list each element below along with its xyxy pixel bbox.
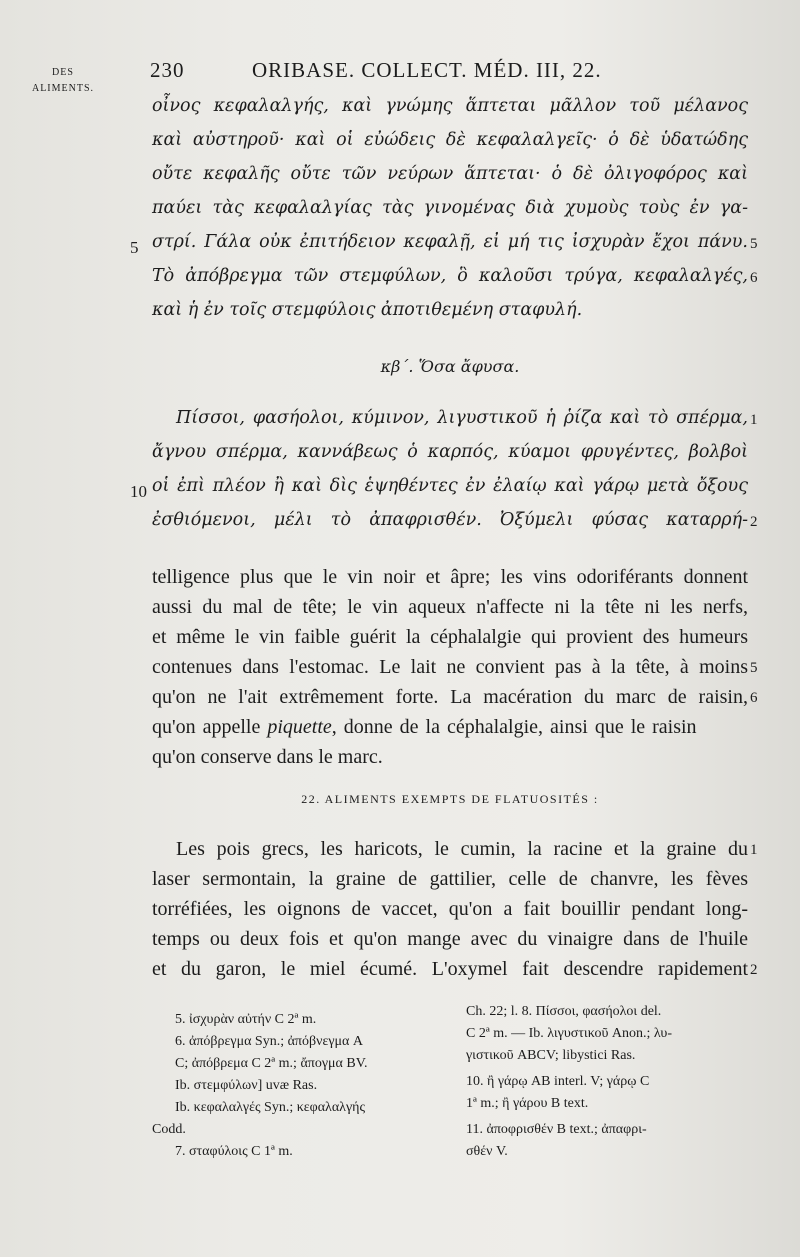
greek-line: στρί. Γάλα οὐκ ἐπιτήδειον κεφαλῇ, εἰ μή τις ἰσχυρὰν ἔχοι πάνυ. <box>152 232 748 252</box>
footnote-line: 1ª m.; ἢ γάρου B text. <box>466 1096 589 1111</box>
footnote-line: Ib. κεφαλαλγές Syn.; κεφαλαλγής <box>175 1100 366 1115</box>
french-line: telligence plus que le vin noir et âpre; les vins odoriférants donnent <box>152 566 748 588</box>
footnote-line: C; ἀπόβρεμα C 2ª m.; ἄπογμα BV. <box>175 1056 368 1071</box>
footnote-line: γιστικοῦ ABCV; libystici Ras. <box>466 1048 636 1063</box>
french-line: contenues dans l'estomac. Le lait ne convient pas à la tête, à moins <box>152 656 748 678</box>
margin-note-line2: ALIMENTS. <box>31 83 95 94</box>
footnote-line: 5. ἰσχυρὰν αὐτήν C 2ª m. <box>175 1012 317 1027</box>
line-number: 6 <box>750 270 758 286</box>
line-number: 2 <box>750 514 758 530</box>
french-text: qu'on appelle <box>152 716 268 738</box>
french-line: et même le vin faible guérit la céphalalgie qui provient des humeurs <box>152 626 748 648</box>
greek-line: Πίσσοι, φασήολοι, κύμινον, λιγυστικοῦ ἡ ῥίζα καὶ τὸ σπέρμα, <box>176 408 748 428</box>
french-line: torréfiées, les oignons de vaccet, qu'on a fait bouillir pendant long- <box>152 898 748 920</box>
greek-line: παύει τὰς κεφαλαλγίας τὰς γινομένας διὰ χυμοὺς τοὺς ἐν γα- <box>152 198 748 218</box>
footnote-line: 6. ἀπόβρεγμα Syn.; ἀπόβνεγμα A <box>175 1034 363 1049</box>
page-number: 230 <box>150 58 185 82</box>
line-number: 5 <box>130 238 139 257</box>
line-number: 6 <box>750 690 758 706</box>
line-number: 1 <box>750 842 758 858</box>
footnote-line: 10. ἢ γάρῳ AB interl. V; γάρῳ C <box>466 1074 650 1089</box>
greek-line: Τὸ ἀπόβρεγμα τῶν στεμφύλων, ὃ καλοῦσι τρύγα, κεφαλαλγές, <box>152 266 748 286</box>
french-line: laser sermontain, la graine de gattilier, celle de chanvre, les fèves <box>152 868 748 890</box>
greek-line: καὶ αὐστηροῦ· καὶ οἱ εὐώδεις δὲ κεφαλαλγεῖς· ὁ δὲ ὑδατώδης <box>152 130 748 150</box>
footnote-line: 11. ἀποφρισθέν B text.; ἀπαφρι- <box>466 1122 647 1137</box>
french-line: et du garon, le miel écumé. L'oxymel fait descendre rapidement <box>152 958 748 980</box>
french-line <box>152 716 748 739</box>
line-number: 5 <box>750 236 758 252</box>
line-number: 10 <box>130 482 147 501</box>
french-line: aussi du mal de tête; le vin aqueux n'affecte ni la tête ni les nerfs, <box>152 596 748 618</box>
french-line: qu'on ne l'ait extrêmement forte. La macération du marc de raisin, <box>152 686 748 708</box>
line-number: 5 <box>750 660 758 676</box>
french-chapter-heading: 22. ALIMENTS EXEMPTS DE FLATUOSITÉS : <box>301 792 599 806</box>
french-line: temps ou deux fois et qu'on mange avec du vinaigre dans de l'huile <box>152 928 748 950</box>
footnote-line: Ib. στεμφύλων] uvæ Ras. <box>175 1078 318 1093</box>
greek-line: ἐσθιόμενοι, μέλι τὸ ἀπαφρισθέν. Ὀξύμελι φύσας καταρρή- <box>152 510 748 530</box>
greek-line: οἱ ἐπὶ πλέον ἢ καὶ δὶς ἑψηθέντες ἐν ἐλαίῳ καὶ γάρῳ μετὰ ὄξους <box>152 476 748 496</box>
french-italic-term: piquette <box>267 716 332 738</box>
french-line: qu'on conserve dans le marc. <box>152 746 383 768</box>
line-number: 2 <box>750 962 758 978</box>
french-text: , donne de la céphalalgie, ainsi que le raisin <box>331 716 697 738</box>
footnote-line: C 2ª m. — Ib. λιγυστικοῦ Anon.; λυ- <box>466 1026 673 1041</box>
footnote-line: 7. σταφύλοις C 1ª m. <box>175 1144 293 1159</box>
footnote-line: σθέν V. <box>466 1144 508 1159</box>
greek-line: οὔτε κεφαλῆς οὔτε τῶν νεύρων ἅπτεται· ὁ δὲ ὀλιγοφόρος καὶ <box>152 164 748 184</box>
greek-line: καὶ ἡ ἐν τοῖς στεμφύλοις ἀποτιθεμένη σταφυλή. <box>152 300 583 320</box>
greek-line: οἶνος κεφαλαλγής, καὶ γνώμης ἅπτεται μᾶλλον τοῦ μέλανος <box>152 96 748 116</box>
line-number: 1 <box>750 412 758 428</box>
margin-note-line1: DES <box>52 67 74 78</box>
greek-chapter-heading: κβ΄. Ὅσα ἄφυσα. <box>380 357 520 376</box>
footnote-line: Codd. <box>152 1122 186 1137</box>
french-line: Les pois grecs, les haricots, le cumin, la racine et la graine du <box>176 838 748 860</box>
footnote-line: Ch. 22; l. 8. Πίσσοι, φασήολοι del. <box>466 1004 662 1019</box>
running-title: ORIBASE. COLLECT. MÉD. III, 22. <box>252 58 602 82</box>
greek-line: ἄγνου σπέρμα, καννάβεως ὁ καρπός, κύαμοι φρυγέντες, βολβοὶ <box>152 442 748 462</box>
